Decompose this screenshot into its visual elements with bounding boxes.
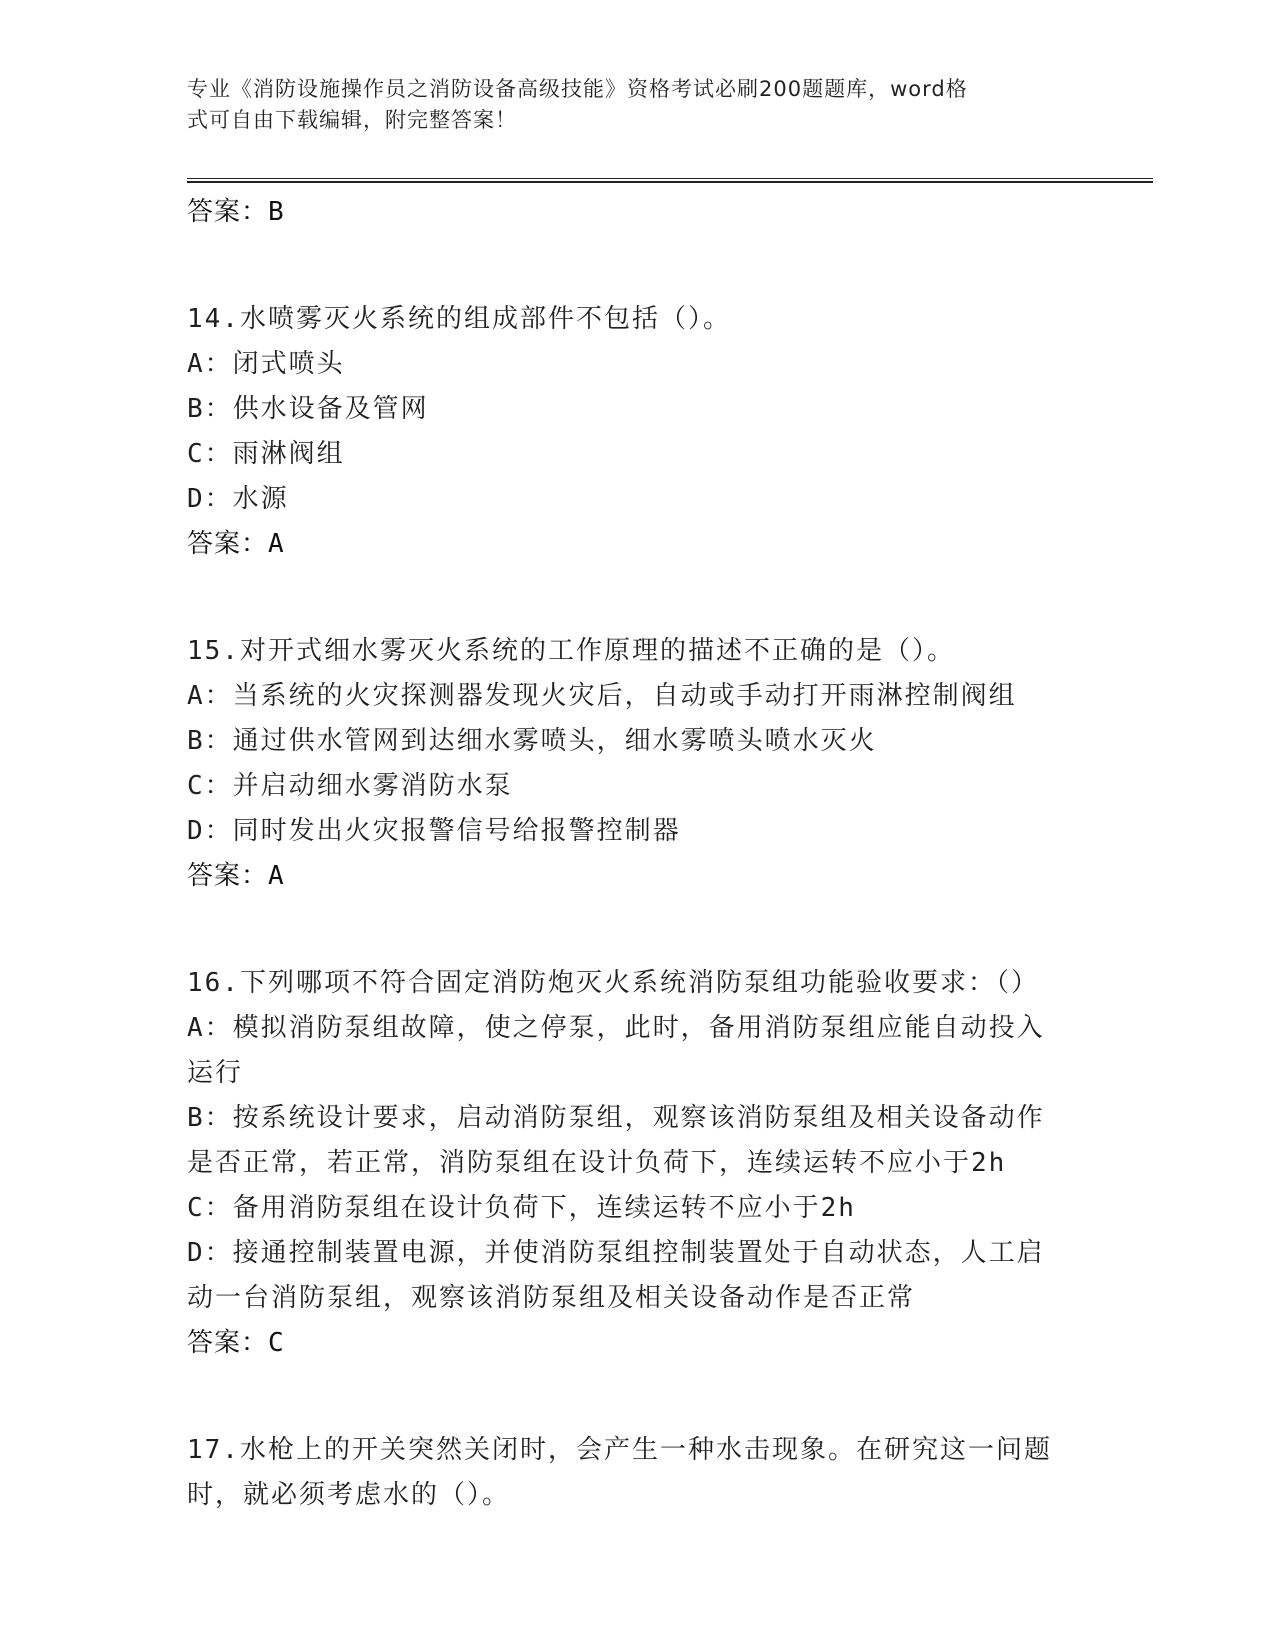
- header-line-2: 式可自由下载编辑，附完整答案！: [187, 108, 517, 132]
- question-gap: [187, 1366, 1087, 1428]
- question-block: [187, 961, 1087, 1366]
- option-line: A：模拟消防泵组故障，使之停泵，此时，备用消防泵组应能自动投入: [187, 1013, 1045, 1043]
- answer-label: 答案：: [187, 529, 269, 559]
- question-list: [187, 190, 1087, 1518]
- question-block: [187, 297, 1087, 567]
- header-line-1: 专业《消防设施操作员之消防设备高级技能》资格考试必刷200题题库，word格: [187, 77, 968, 101]
- option-line: 运行: [187, 1058, 244, 1088]
- option-line: D：同时发出火灾报警信号给报警控制器: [187, 816, 681, 846]
- option-line: B：按系统设计要求，启动消防泵组，观察该消防泵组及相关设备动作: [187, 1103, 1045, 1133]
- question-stem: 14.水喷雾灭火系统的组成部件不包括（）。: [187, 304, 731, 334]
- option-line: C：备用消防泵组在设计负荷下，连续运转不应小于2h: [187, 1193, 856, 1223]
- question-stem: 时，就必须考虑水的（）。: [187, 1480, 511, 1510]
- answer-value: A: [268, 861, 285, 891]
- question-gap: [187, 235, 1087, 297]
- option-line: A：闭式喷头: [187, 349, 345, 379]
- question-stem: 17.水枪上的开关突然关闭时，会产生一种水击现象。在研究这一问题: [187, 1435, 1052, 1465]
- option-line: D：接通控制装置电源，并使消防泵组控制装置处于自动状态，人工启: [187, 1238, 1045, 1268]
- option-line: C：并启动细水雾消防水泵: [187, 771, 513, 801]
- answer-line: [187, 522, 1087, 567]
- option-line: B：通过供水管网到达细水雾喷头，细水雾喷头喷水灭火: [187, 726, 877, 756]
- question-stem: 15.对开式细水雾灭火系统的工作原理的描述不正确的是（）。: [187, 636, 955, 666]
- question-gap: [187, 567, 1087, 629]
- option-line: D：水源: [187, 484, 289, 514]
- question-block: [187, 629, 1087, 899]
- question-gap: [187, 899, 1087, 961]
- answer-label: 答案：: [187, 1328, 269, 1358]
- option-line: C：雨淋阀组: [187, 439, 345, 469]
- answer-value: C: [268, 1328, 285, 1358]
- option-line: A：当系统的火灾探测器发现火灾后，自动或手动打开雨淋控制阀组: [187, 681, 1017, 711]
- header-rule-thick: [187, 181, 1153, 183]
- header-rule-thin: [187, 178, 1153, 179]
- question-block: [187, 1428, 1087, 1518]
- option-line: 动一台消防泵组，观察该消防泵组及相关设备动作是否正常: [187, 1283, 916, 1313]
- answer-line: [187, 1321, 1087, 1366]
- question-stem: 16.下列哪项不符合固定消防炮灭火系统消防泵组功能验收要求：（）: [187, 968, 1039, 998]
- answer-value: B: [268, 197, 285, 227]
- answer-label: 答案：: [187, 197, 269, 227]
- option-line: B：供水设备及管网: [187, 394, 429, 424]
- answer-line: [187, 190, 1087, 235]
- option-line: 是否正常，若正常，消防泵组在设计负荷下，连续运转不应小于2h: [187, 1148, 1007, 1178]
- answer-line: [187, 854, 1087, 899]
- answer-label: 答案：: [187, 861, 269, 891]
- document-header: [187, 74, 1067, 136]
- answer-value: A: [268, 529, 285, 559]
